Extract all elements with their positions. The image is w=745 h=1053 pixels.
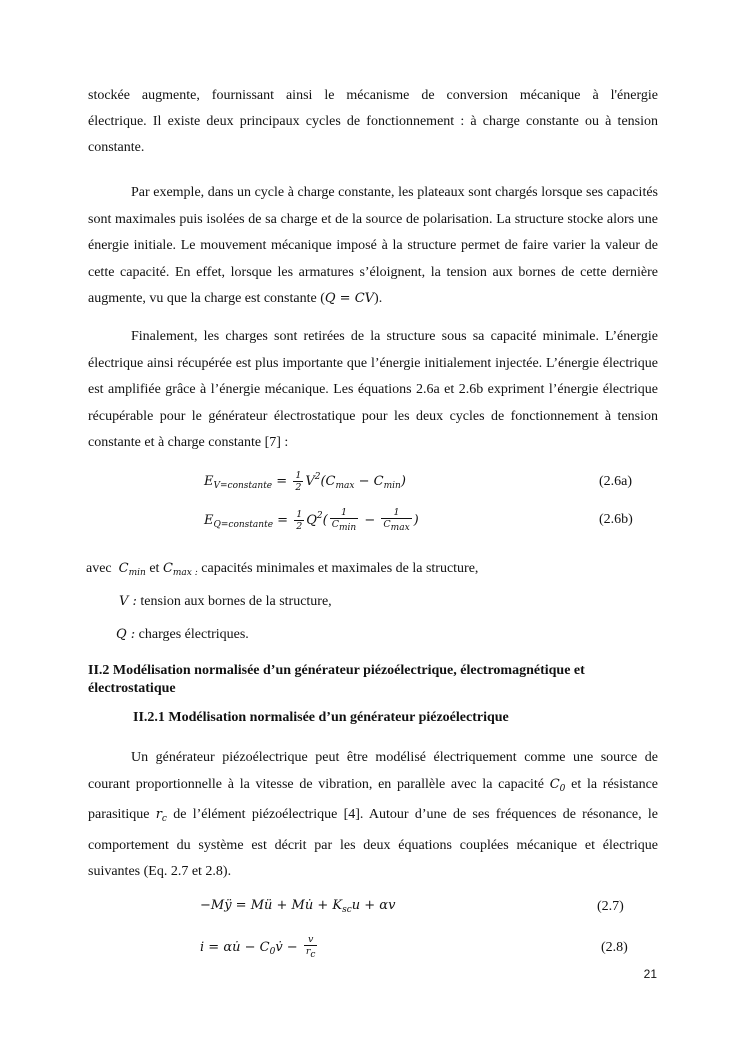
section-heading-2-2: II.2 Modélisation normalisée d’un générateur piézoélectrique, électromagnétique et électrostatique: [88, 663, 585, 696]
equation-number-2-8: (2.8): [601, 940, 628, 955]
equation-2-6a: $E_{V=constante}$ = $\frac{1}{2}$ $V^2(C_{max} - C_{min})$: [204, 470, 406, 493]
definition-charge: Q : charges électriques.: [116, 627, 249, 642]
p1-line2: électrique. Il existe deux principaux cycles de fonctionnement : à charge constante ou à tension: [88, 114, 658, 129]
fraction-half: $\frac{1}{2}$: [296, 509, 303, 532]
p2-tail: ).: [374, 291, 383, 306]
fraction-half: $\frac{1}{2}$: [295, 470, 302, 493]
subsection-heading-2-2-1: II.2.1 Modélisation normalisée d’un générateur piézoélectrique: [133, 710, 509, 725]
fraction-inv-cmin: $\frac{1}{Cmin}$: [331, 507, 357, 533]
p2-formula: Q = CV: [324, 291, 375, 306]
p1-line1: stockée augmente, fournissant ainsi le mécanisme de conversion mécanique à l'énergie: [88, 88, 658, 103]
equation-number-2-7: (2.7): [597, 899, 624, 914]
fraction-v-over-rc: $\frac{v}{rc}$: [305, 934, 316, 960]
equation-2-7: −Mÿ = Mü + Mu̇ + $K_{sc}u + \alpha v$: [200, 898, 396, 915]
paragraph-2: [88, 180, 658, 313]
equation-number-2-6b: (2.6b): [599, 512, 633, 527]
p2-text: Par exemple, dans un cycle à charge constante, les plateaux sont chargés lorsque ses capacités sont maximales puis isolées de sa charge et de la source de polarisation. La structure stocke alors une énergie initiale. Le mouvement mécanique imposé à la structure permet de faire varier la valeur de cette capacité. En effet, lorsque les armatures s’éloignent, la tension aux bornes de cette dernière augmente, vu que la charge est constante (: [88, 185, 658, 306]
definition-voltage: V : tension aux bornes de la structure,: [119, 594, 332, 609]
p1-line3: constante.: [88, 140, 145, 155]
fraction-inv-cmax: $\frac{1}{Cmax}$: [383, 507, 410, 533]
equation-number-2-6a: (2.6a): [599, 474, 633, 489]
definition-capacities: avec $C_{min}$ et $C_{max :}$ capacités minimales et maximales de la structure,: [86, 561, 479, 578]
paragraph-4: Un générateur piézoélectrique peut être modélisé électriquement comme une source de courant proportionnelle à la vitesse de vibration, en parallèle avec la capacité $C_0$ et la résistance parasitique $r_c$ de l’élément piézoélectrique [4]. Autour d’une de ses fréquences de résonance, le comportement du système est décrit par les deux équations couplées mécanique et électrique suivantes (Eq. 2.7 et 2.8).: [88, 750, 659, 879]
page-number: 21: [643, 967, 657, 981]
equation-2-6b: $E_{Q=constante}$ = $\frac{1}{2}$ $Q^2$( $\frac{1}{Cmin}$ − $\frac{1}{Cmax}$ ): [204, 507, 419, 533]
paragraph-3: Finalement, les charges sont retirées de la structure sous sa capacité minimale. L’énergie électrique ainsi récupérée est plus importante que l’énergie initialement injectée. L’énergie électrique est amplifiée grâce à l’énergie mécanique. Les équations 2.6a et 2.6b expriment l’énergie électrique récupérable pour le générateur électrostatique pour les deux cycles de fonctionnement à tension constante et à charge constante [7] :: [88, 329, 658, 450]
equation-2-8: i = αu̇ − $C_0v̇$ − $\frac{v}{rc}$: [200, 934, 316, 960]
